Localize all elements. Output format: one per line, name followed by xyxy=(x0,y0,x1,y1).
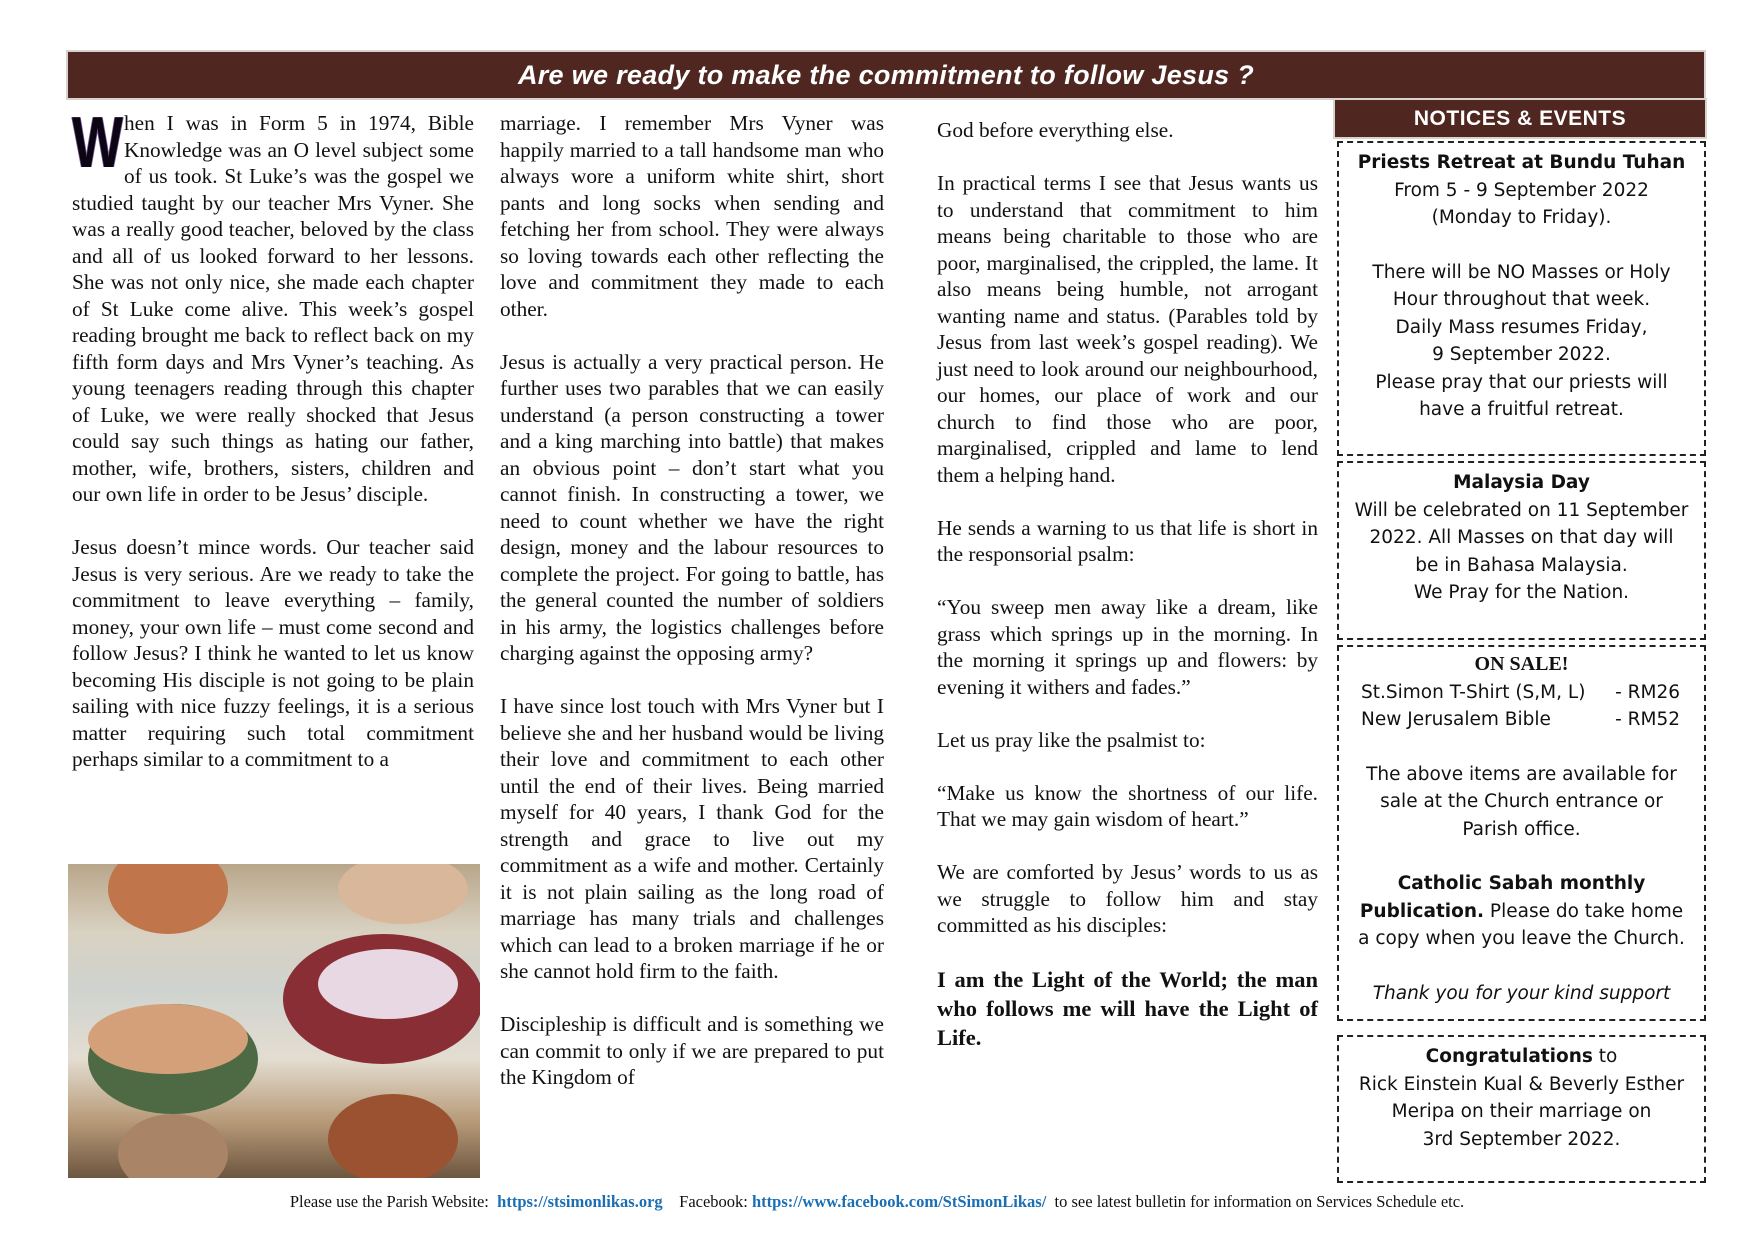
article-paragraph: Discipleship is difficult and is something we can commit to only if we are prepared to put the Kingdom of xyxy=(500,1012,884,1089)
painting-figure xyxy=(318,949,458,1019)
notice-line: sale at the Church entrance or xyxy=(1380,791,1663,812)
notice-line: There will be NO Masses or Holy xyxy=(1372,261,1671,283)
painting-figure xyxy=(328,1094,458,1178)
painting-figure xyxy=(338,864,468,924)
notice-line: Meripa on their marriage on xyxy=(1391,1101,1652,1122)
drop-cap: W xyxy=(72,103,123,183)
title-banner xyxy=(66,50,1706,100)
notice-congratulations xyxy=(1337,1035,1706,1183)
thanks-note: Thank you for your kind support xyxy=(1372,982,1671,1004)
sale-item-name: St.Simon T-Shirt (S,M, L) xyxy=(1361,681,1586,703)
facebook-link[interactable]: https://www.facebook.com/StSimonLikas/ xyxy=(752,1192,1047,1211)
notice-line: Rick Einstein Kual & Beverly Esther xyxy=(1358,1073,1685,1095)
painting-figure xyxy=(118,1114,228,1178)
psalm-quote: “You sweep men away like a dream, like grass which springs up in the morning. In the morning it springs up and flowers: by evening it withers and fades.” xyxy=(937,595,1318,699)
notice-line xyxy=(1339,1043,1704,1071)
notice-line: Please pray that our priests will xyxy=(1375,371,1668,393)
notice-line: Will be celebrated on 11 September xyxy=(1354,499,1689,521)
article-column-2 xyxy=(500,110,884,1117)
notice-heading: Priests Retreat at Bundu Tuhan xyxy=(1357,152,1686,173)
publication-label: Publication. xyxy=(1359,900,1485,922)
sale-item-name: New Jerusalem Bible xyxy=(1361,709,1551,730)
article-column-1 xyxy=(72,103,474,799)
article-paragraph: marriage. I remember Mrs Vyner was happily married to a tall handsome man who always wore a uniform white shirt, short pants and long socks when sending and fetching her from school. They were always so loving towards each other reflecting the love and commitment they made to each other. xyxy=(500,111,884,321)
notices-header xyxy=(1333,98,1707,139)
article-paragraph: We are comforted by Jesus’ words to us as we struggle to follow him and stay committed as his disciples: xyxy=(937,860,1318,937)
notice-line: We Pray for the Nation. xyxy=(1413,582,1630,603)
article-column-3 xyxy=(937,117,1318,1079)
article-paragraph: Jesus is actually a very practical person. He further uses two parables that we can easily understand (a person constructing a tower and a king marching into battle) that makes an obvious point – don’t start what you cannot finish. In constructing a tower, we need to count whether we have the right design, money and the labour resources to complete the project. For going to battle, has the general counted the number of soldiers in his army, the logistics challenges before charging against the opposing army? xyxy=(500,349,884,665)
notices-title: NOTICES & EVENTS xyxy=(1413,106,1627,130)
notice-on-sale xyxy=(1337,645,1706,1021)
publication-heading: Catholic Sabah monthly xyxy=(1397,873,1646,894)
article-paragraph: Let us pray like the psalmist to: xyxy=(937,727,1206,752)
publication-text: Please do take home xyxy=(1484,900,1684,922)
sale-item-price: - RM26 xyxy=(1615,681,1680,703)
painting-figure xyxy=(88,1004,248,1074)
notice-malaysia-day xyxy=(1337,461,1706,640)
notice-line: (Monday to Friday). xyxy=(1431,207,1612,228)
notice-line: 2022. All Masses on that day will xyxy=(1369,527,1674,548)
paragraph-text: hen I was in Form 5 in 1974, Bible Knowledge was an O level subject some of us took. St Luke’s was the gospel we studied taught by our teacher Mrs Vyner. She was a really good teacher, beloved by the class and all of us looked forward to her lessons. She was not only nice, she made each chapter of St Luke come alive. This week’s gospel reading brought me back to reflect back on my fifth form days and Mrs Vyner’s teaching. As young teenagers reading through this chapter of Luke, we were really shocked that Jesus could say such things as hating our father, mother, wife, brothers, sisters, children and our own life in order to be Jesus’ disciple. xyxy=(72,111,474,506)
article-paragraph: I have since lost touch with Mrs Vyner but I believe she and her husband would be living their love and commitment to each other until the end of their lives. Being married myself for 40 years, I thank God for the strength and grace to live out my commitment as a wife and mother. Certainly it is not plain sailing as the long road of marriage has many trials and challenges which can lead to a broken marriage if he or she cannot hold firm to the faith. xyxy=(500,694,884,983)
notice-line: Parish office. xyxy=(1462,818,1581,840)
psalm-quote: “Make us know the shortness of our life. That we may gain wisdom of heart.” xyxy=(937,780,1318,831)
notice-line: Hour throughout that week. xyxy=(1392,289,1651,310)
footer-suffix: to see latest bulletin for information on Services Schedule etc. xyxy=(1054,1192,1465,1211)
sale-item xyxy=(1339,706,1704,734)
article-paragraph: He sends a warning to us that life is short in the responsorial psalm: xyxy=(937,515,1318,566)
notice-line: 3rd September 2022. xyxy=(1422,1128,1621,1150)
footer-prefix: Please use the Parish Website: xyxy=(289,1192,489,1211)
notice-line: a copy when you leave the Church. xyxy=(1358,928,1685,949)
notice-line: 9 September 2022. xyxy=(1432,344,1611,365)
notice-line xyxy=(1339,898,1704,926)
sale-item-price: - RM52 xyxy=(1615,709,1680,730)
page-title: Are we ready to make the commitment to follow Jesus ? xyxy=(517,59,1255,90)
notice-line: From 5 - 9 September 2022 xyxy=(1394,179,1649,201)
article-paragraph: Jesus doesn’t mince words. Our teacher said Jesus is very serious. Are we ready to take the commitment to leave everything – family, money, your own life – must come second and follow Jesus? I think he wanted to let us know becoming His disciple is not going to be plain sailing with nice fuzzy feelings, it is a serious matter requiring such total commitment perhaps similar to a commitment to a xyxy=(72,535,474,771)
article-paragraph: God before everything else. xyxy=(937,118,1174,142)
notice-heading: ON SALE! xyxy=(1474,653,1569,675)
notice-heading: Congratulations xyxy=(1425,1046,1593,1067)
sale-item xyxy=(1339,679,1704,707)
notice-heading: Malaysia Day xyxy=(1453,472,1590,493)
notice-line: Daily Mass resumes Friday, xyxy=(1395,316,1648,338)
footer xyxy=(0,1192,1754,1212)
article-paragraph: In practical terms I see that Jesus wants us to understand that commitment to him means being charitable to those who are poor, marginalised, the crippled, the lame. It also means being humble, not arrogant wanting name and status. (Parables told by Jesus from last week’s gospel reading). We just need to look around our neighbourhood, our homes, our place of work and our church to find those who are poor, marginalised, crippled and lame to lend them a helping hand. xyxy=(937,171,1318,487)
painting-figure xyxy=(108,864,228,934)
article-paragraph xyxy=(72,103,474,508)
facebook-label: Facebook: xyxy=(679,1192,748,1211)
closing-quote: I am the Light of the World; the man who follows me will have the Light of Life. xyxy=(937,967,1318,1050)
heading-suffix: to xyxy=(1592,1046,1618,1067)
creation-of-adam-painting xyxy=(68,864,480,1178)
website-link[interactable]: https://stsimonlikas.org xyxy=(497,1192,663,1211)
notice-line: be in Bahasa Malaysia. xyxy=(1415,554,1628,576)
notice-priests-retreat xyxy=(1337,141,1706,456)
notice-line: The above items are available for xyxy=(1366,763,1677,785)
notice-line: have a fruitful retreat. xyxy=(1419,399,1624,420)
